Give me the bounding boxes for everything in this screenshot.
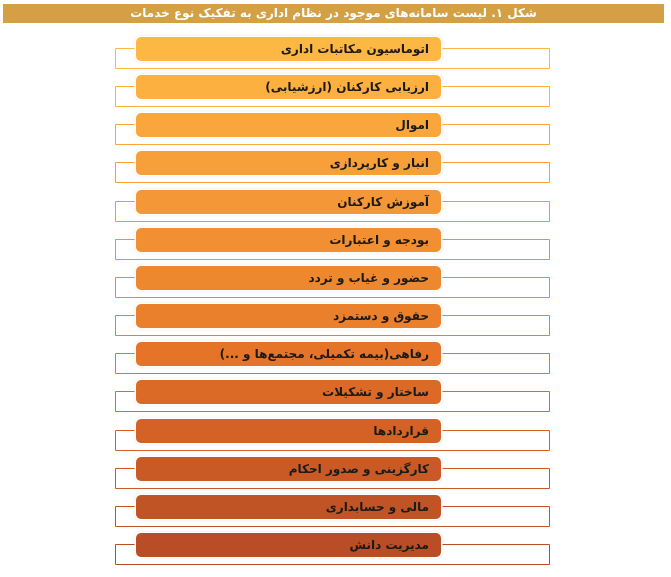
- item-label-bar: انبار و کارپردازی: [136, 151, 441, 175]
- list-item: [0, 342, 671, 378]
- item-label-bar: قراردادها: [136, 419, 441, 443]
- item-label-bar: رفاهی(بیمه تکمیلی، مجتمع‌ها و ...): [136, 342, 441, 366]
- figure-title: شکل ۱. لیست سامانه‌های موجود در نظام اداری به تفکیک نوع خدمات: [3, 4, 664, 23]
- list-item: [0, 533, 671, 569]
- list-item: [0, 151, 671, 187]
- list-item: [0, 75, 671, 111]
- item-label-bar: ارزیابی کارکنان (ارزشیابی): [136, 75, 441, 99]
- item-label-bar: آموزش کارکنان: [136, 190, 441, 214]
- list-item: [0, 304, 671, 340]
- list-item: [0, 190, 671, 226]
- item-label-bar: اموال: [136, 113, 441, 137]
- item-label-bar: کارگزینی و صدور احکام: [136, 457, 441, 481]
- list-item: [0, 266, 671, 302]
- list-item: [0, 419, 671, 455]
- list-item: [0, 457, 671, 493]
- item-label-bar: اتوماسیون مکاتبات اداری: [136, 37, 441, 61]
- list-item: [0, 37, 671, 73]
- item-label-bar: ساختار و تشکیلات: [136, 380, 441, 404]
- item-label-bar: مالی و حسابداری: [136, 495, 441, 519]
- item-label-bar: حضور و غیاب و تردد: [136, 266, 441, 290]
- list-item: [0, 228, 671, 264]
- item-label-bar: مدیریت دانش: [136, 533, 441, 557]
- item-label-bar: بودجه و اعتبارات: [136, 228, 441, 252]
- list-item: [0, 113, 671, 149]
- list-item: [0, 380, 671, 416]
- list-item: [0, 495, 671, 531]
- item-label-bar: حقوق و دستمزد: [136, 304, 441, 328]
